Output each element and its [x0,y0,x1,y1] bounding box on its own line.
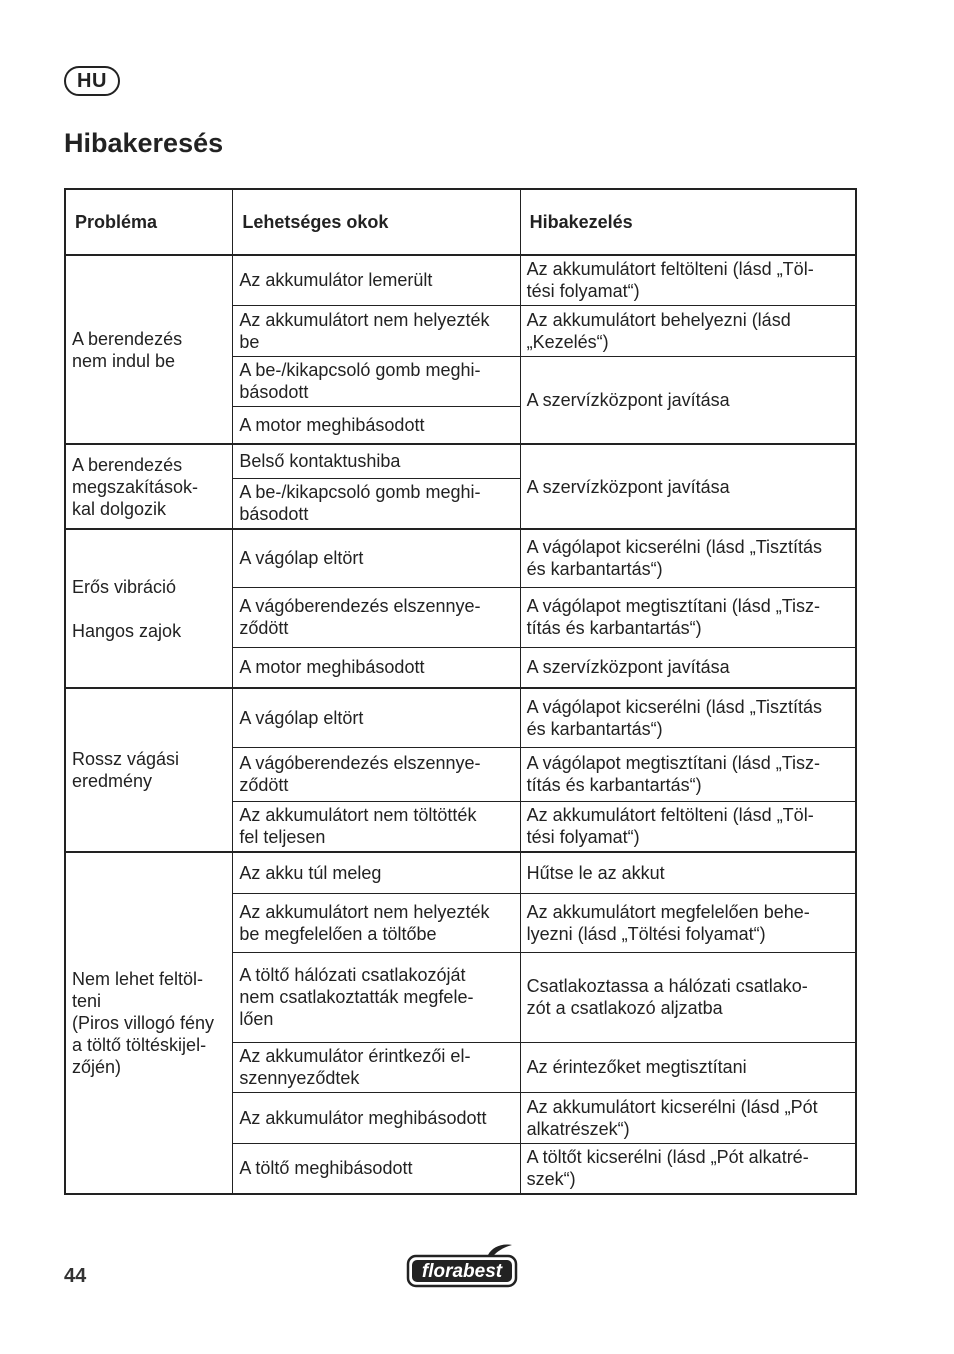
remedy-cell: Az akkumulátort kicserélni (lásd „Pót alkatrészek“) [520,1092,856,1143]
problem-cell: Nem lehet feltöl- teni (Piros villogó fény a töltő töltéskijel- zőjén) [65,852,233,1194]
remedy-cell: Csatlakoztassa a hálózati csatlako- zót a csatlakozó aljzatba [520,952,856,1042]
remedy-cell: Az akkumulátort behelyezni (lásd „Kezelés“) [520,305,856,356]
cause-cell: A vágóberendezés elszennye- ződött [233,587,520,647]
problem-group-vibration [65,529,856,688]
table-header-row [65,189,856,255]
page-number: 44 [64,1265,87,1287]
cause-cell: Az akkumulátor érintkezői el- szennyeződtek [233,1042,520,1092]
remedy-cell: A vágólapot kicserélni (lásd „Tisztítás és karbantartás“) [520,688,856,747]
remedy-cell: A szervízközpont javítása [520,356,856,444]
problem-cell: A berendezés megszakítások- kal dolgozik [65,444,233,529]
remedy-cell: Az akkumulátort megfelelően behe- lyezni (lásd „Töltési folyamat“) [520,893,856,952]
cause-cell: A be-/kikapcsoló gomb meghi- básodott [233,478,520,529]
cause-cell: A be-/kikapcsoló gomb meghi- básodott [233,356,520,406]
brand-text: florabest [421,1261,503,1282]
header-problem: Probléma [65,189,233,255]
remedy-cell: Az akkumulátort feltölteni (lásd „Töl- tési folyamat“) [520,801,856,852]
remedy-cell: A vágólapot kicserélni (lásd „Tisztítás és karbantartás“) [520,529,856,587]
table-row [65,444,856,478]
table-row [65,529,856,587]
cause-cell: A vágóberendezés elszennye- ződött [233,747,520,801]
remedy-cell: A vágólapot megtisztítani (lásd „Tisz- títás és karbantartás“) [520,587,856,647]
problem-group-bad-cut [65,688,856,852]
troubleshooting-table [64,188,857,1195]
cause-cell: Az akkumulátor meghibásodott [233,1092,520,1143]
cause-cell: A töltő meghibásodott [233,1143,520,1194]
language-badge: HU [64,66,120,96]
problem-cell: A berendezés nem indul be [65,255,233,444]
cause-cell: A motor meghibásodott [233,647,520,688]
cause-cell: Az akkumulátort nem helyezték be [233,305,520,356]
cause-cell: A vágólap eltört [233,688,520,747]
cause-cell: A motor meghibásodott [233,406,520,444]
cause-cell: A töltő hálózati csatlakozóját nem csatlakoztatták megfele- lően [233,952,520,1042]
problem-group-not-charging [65,852,856,1194]
table-row [65,255,856,305]
florabest-logo [406,1243,520,1294]
remedy-cell: A szervízközpont javítása [520,647,856,688]
cause-cell: Az akkumulátor lemerült [233,255,520,305]
table-row [65,688,856,747]
header-causes: Lehetséges okok [233,189,520,255]
problem-group-intermittent [65,444,856,529]
remedy-cell: Hűtse le az akkut [520,852,856,893]
remedy-cell: Az érintezőket megtisztítani [520,1042,856,1092]
remedy-cell: A töltőt kicserélni (lásd „Pót alkatré- szek“) [520,1143,856,1194]
cause-cell: Az akkumulátort nem töltötték fel teljesen [233,801,520,852]
cause-cell: A vágólap eltört [233,529,520,587]
header-remedy: Hibakezelés [520,189,856,255]
florabest-logo-graphic [406,1243,520,1289]
page-title: Hibakeresés [64,128,224,158]
remedy-cell: A szervízközpont javítása [520,444,856,529]
problem-cell: Erős vibráció Hangos zajok [65,529,233,688]
remedy-cell: A vágólapot megtisztítani (lásd „Tisz- títás és karbantartás“) [520,747,856,801]
cause-cell: Belső kontaktushiba [233,444,520,478]
problem-cell: Rossz vágási eredmény [65,688,233,852]
table-row [65,852,856,893]
cause-cell: Az akkumulátort nem helyezték be megfelelően a töltőbe [233,893,520,952]
cause-cell: Az akku túl meleg [233,852,520,893]
problem-group-not-starting [65,255,856,444]
remedy-cell: Az akkumulátort feltölteni (lásd „Töl- tési folyamat“) [520,255,856,305]
